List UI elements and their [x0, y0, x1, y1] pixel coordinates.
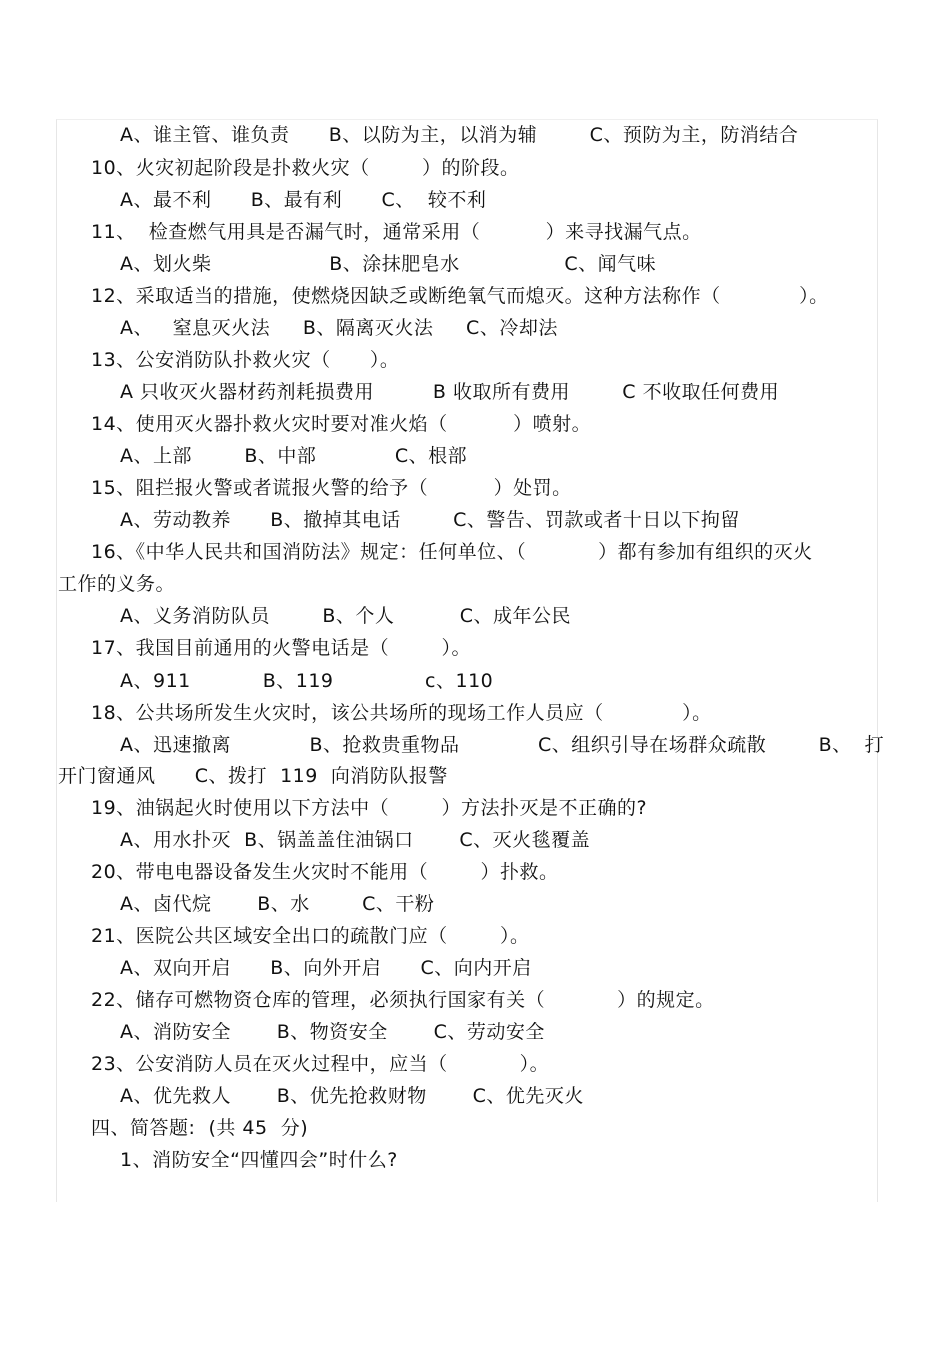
continuation-line: 工作的义务。	[58, 573, 176, 595]
question-line: 20、带电电器设备发生火灾时不能用（ ）扑救。	[91, 861, 559, 883]
option-line: A、义务消防队员 B、个人 C、成年公民	[120, 605, 572, 627]
continuation-line: 开门窗通风 C、拨打 119 向消防队报警	[58, 765, 448, 787]
option-line: A、劳动教养 B、撤掉其电话 C、警告、罚款或者十日以下拘留	[120, 509, 740, 531]
option-line: A、最不利 B、最有利 C、 较不利	[120, 189, 487, 211]
question-line: 18、公共场所发生火灾时，该公共场所的现场工作人员应（ ）。	[91, 702, 712, 724]
question-line: 17、我国目前通用的火警电话是（ ）。	[91, 637, 471, 659]
question-line: 14、使用灭火器扑救火灾时要对准火焰（ ）喷射。	[91, 413, 592, 435]
question-line: 11、 检查燃气用具是否漏气时，通常采用（ ）来寻找漏气点。	[91, 221, 702, 243]
option-line: A、消防安全 B、物资安全 C、劳动安全	[120, 1021, 545, 1043]
option-line: A、上部 B、中部 C、根部	[120, 445, 468, 467]
section-heading: 四、简答题: (共 45 分)	[91, 1117, 309, 1139]
question-line: 15、阻拦报火警或者谎报火警的给予（ ）处罚。	[91, 477, 572, 499]
option-line: A、卤代烷 B、水 C、干粉	[120, 893, 435, 915]
question-line: 21、医院公共区域安全出口的疏散门应（ ）。	[91, 925, 530, 947]
option-line: A、划火柴 B、涂抹肥皂水 C、闻气味	[120, 253, 657, 275]
question-line: 16、《中华人民共和国消防法》规定：任何单位、（ ）都有参加有组织的灭火	[91, 541, 813, 563]
option-line: A、谁主管、谁负责 B、以防为主，以消为辅 C、预防为主，防消结合	[120, 124, 799, 146]
question-line: 10、火灾初起阶段是扑救火灾（ ）的阶段。	[91, 157, 520, 179]
option-line: A、用水扑灭 B、锅盖盖住油锅口 C、灭火毯覆盖	[120, 829, 591, 851]
option-line: A、迅速撤离 B、抢救贵重物品 C、组织引导在场群众疏散 B、 打	[120, 734, 885, 756]
option-line: A 只收灭火器材药剂耗损费用 B 收取所有费用 C 不收取任何费用	[120, 381, 780, 403]
question-line: 13、公安消防队扑救火灾（ ）。	[91, 349, 400, 371]
question-line: 22、储存可燃物资仓库的管理，必须执行国家有关（ ）的规定。	[91, 989, 715, 1011]
option-line: A、双向开启 B、向外开启 C、向内开启	[120, 957, 532, 979]
question-line: 1、消防安全“四懂四会”时什么?	[120, 1149, 398, 1171]
question-line: 19、油锅起火时使用以下方法中（ ）方法扑灭是不正确的?	[91, 797, 648, 819]
question-line: 12、采取适当的措施，使燃烧因缺乏或断绝氧气而熄灭。这种方法称作（ ）。	[91, 285, 829, 307]
option-line: A、 窒息灭火法 B、隔离灭火法 C、冷却法	[120, 317, 558, 339]
question-line: 23、公安消防人员在灭火过程中，应当（ ）。	[91, 1053, 550, 1075]
option-line: A、911 B、119 c、110	[120, 670, 494, 692]
option-line: A、优先救人 B、优先抢救财物 C、优先灭火	[120, 1085, 584, 1107]
